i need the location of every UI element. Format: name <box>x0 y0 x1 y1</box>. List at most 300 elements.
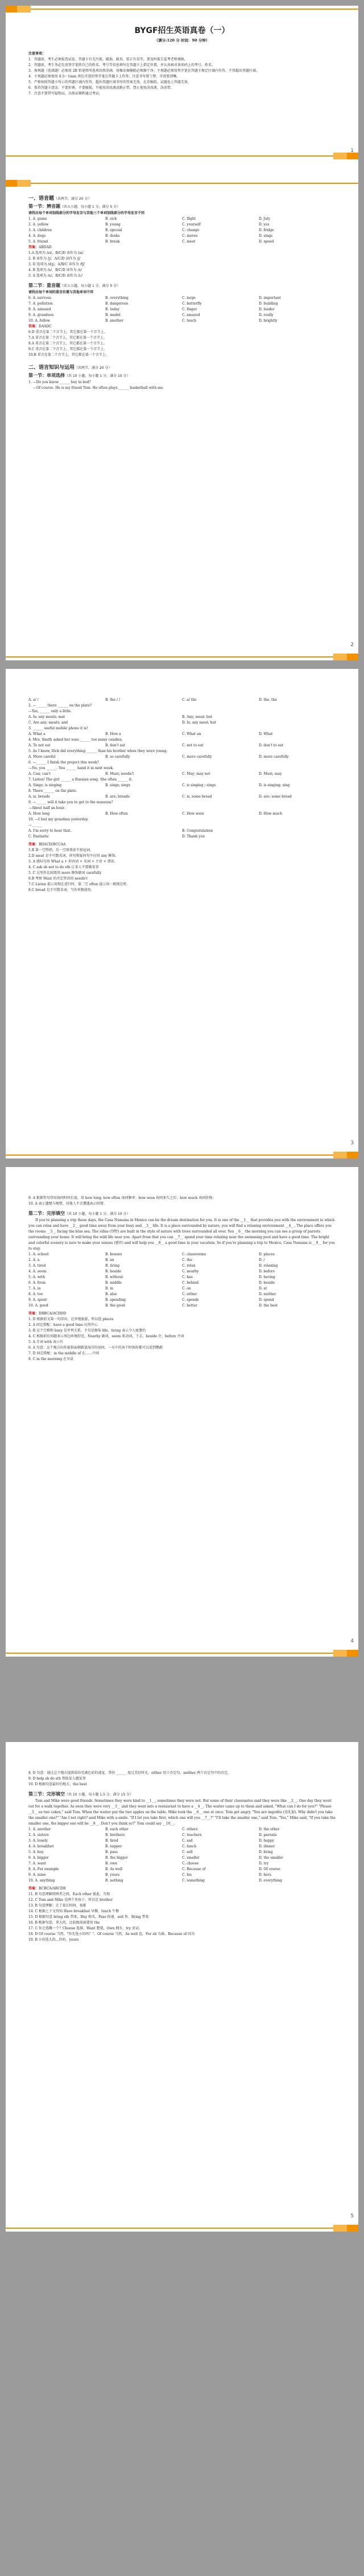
option-cell: D. having <box>259 1275 275 1279</box>
option-row <box>28 1275 336 1280</box>
option-cell: B. tired <box>105 1839 118 1843</box>
option-cell: A. I'm sorry to hear that. <box>28 829 72 833</box>
page-3 <box>6 669 358 1158</box>
option-row <box>28 811 336 817</box>
explanation-line: 1.B 第一空特指，后一空球类前不加冠词。 <box>28 848 94 852</box>
explanation-line: 5. A 选项为 /e/，B/C/D 读作为 /i:/ <box>28 274 83 278</box>
option-cell: B. houses <box>105 1252 122 1256</box>
option-cell: D. Of course <box>259 1867 280 1871</box>
option-cell: B. also <box>105 1292 117 1296</box>
option-row <box>28 766 336 771</box>
option-row <box>28 720 336 726</box>
option-cell: D. How much <box>259 812 283 816</box>
explanation-line: 2. B 读作为 /j/，A/C/D 读作为 /j/ <box>28 257 81 261</box>
option-cell: D. spend <box>259 1298 274 1302</box>
option-cell: C. choose <box>182 1862 199 1866</box>
option-cell: 3. A. tired <box>28 1264 46 1268</box>
option-cell: —About half an hour. <box>28 806 65 810</box>
question-text: 1. —Do you know ______ boy in bed? <box>28 380 91 384</box>
question-text: —Of course. He is my friend Tom. He often plays ______ basketball with me. <box>33 386 164 390</box>
option-cell: B. sick <box>105 217 117 221</box>
option-cell: 8. A. too <box>28 1292 43 1296</box>
page-5 <box>6 1742 358 2232</box>
option-cell: 2. A. yellow <box>28 223 49 227</box>
explanation-line: 1. D 根据前文第一句得出，在外地旅游，所以选 places <box>28 1317 114 1321</box>
answer-label: 答案： <box>28 1312 39 1316</box>
option-cell: A. How long <box>28 812 50 816</box>
option-cell: —______ <box>28 823 42 827</box>
option-list <box>28 1252 336 1309</box>
answer-label: 答案： <box>28 245 39 249</box>
page-footer-bar <box>6 2225 358 2232</box>
option-cell: C. What an <box>182 732 201 736</box>
option-row <box>28 1269 336 1275</box>
option-row <box>28 709 336 714</box>
explanation-line: 17. C 你会选哪一个？Choose 选择，Want 想要，Own 拥有，try 尝试。 <box>28 1926 142 1930</box>
explanation-line: 8.C bread 是不可数名词，当作单数使用。 <box>28 888 94 892</box>
page-header-bar <box>6 6 358 13</box>
answer-key: BCBCA/ABCDB <box>39 1887 66 1891</box>
option-cell: B. special <box>105 228 122 232</box>
option-cell: C. spends <box>182 1298 199 1302</box>
option-cell: B. break <box>105 240 120 244</box>
option-cell: C. flight <box>182 217 196 221</box>
option-cell: D. sings <box>259 234 273 238</box>
option-cell: D. the other <box>259 1827 280 1831</box>
explanation-line: 15. D 根据句意 bring sth 带来，Buy 购买，Pass 传递，sell 售，Bring 带来 <box>28 1915 149 1919</box>
option-row <box>28 222 336 228</box>
option-row <box>28 737 336 743</box>
option-cell: D. the smaller <box>259 1856 283 1860</box>
answer-key: DBBCA/ACDDD <box>39 1312 67 1316</box>
option-cell: B. yours <box>105 1873 120 1877</box>
option-cell: C. is singing ; sings <box>182 783 216 787</box>
explanation-line: 6.D 重音在第二个音节上，其它都在第一个音节上。 <box>28 330 107 334</box>
option-cell: 4. Mrs. Smith asked her sons ______ too many candies. <box>28 738 123 742</box>
option-cell: C. better <box>182 1304 197 1308</box>
option-cell: C. large <box>182 296 196 300</box>
section-heading: 第一节：辨音题 <box>28 204 60 209</box>
option-cell: D. more carefully <box>259 755 289 759</box>
answer-label: 答案： <box>28 1887 39 1891</box>
option-cell: 6. A. bigger <box>28 1856 49 1860</box>
note-item: 3．客观题（选择题）必须用 2B 铅笔将所选项涂黑涂满，用橡皮擦擦除必须擦干净；主观题必须用签字笔在答题卡规定区域内作答，不得超出答题区域。 <box>28 69 259 73</box>
option-cell: C. How soon <box>182 812 204 816</box>
option-cell: D. are; some bread <box>259 795 292 799</box>
option-cell: 10. A. anything <box>28 1879 55 1883</box>
section-note: （共五小题，每小题 1 分，满分 5 分） <box>60 205 121 209</box>
section-heading: 第三节：完形填空 <box>28 1792 65 1797</box>
option-cell: 7. A. want <box>28 1862 46 1866</box>
option-cell: B. brothers <box>105 1833 125 1837</box>
option-cell: D. everything <box>259 1879 283 1883</box>
option-cell: C. sell <box>182 1850 193 1854</box>
option-row <box>28 1263 336 1269</box>
option-row <box>28 754 336 760</box>
answer-label: 答案： <box>28 324 39 328</box>
explanation-line: 1.A 选项为 /ei/，B/C/D 读作为 /ai/ <box>28 251 84 255</box>
option-cell: B. without <box>105 1275 123 1279</box>
explanation-line: 18. D Of course 当然，"你先选小的吗？"，Of course 当然，As well 也，For sb 为谁，Because of 因为 <box>28 1932 195 1936</box>
option-cell: A. To not eat <box>28 743 51 747</box>
explanation-line: 9. D help sb do sth 帮助某人做某事 <box>28 1777 86 1781</box>
page-number: 5 <box>350 2213 354 2219</box>
option-cell: B. each other <box>105 1827 129 1831</box>
option-cell: B. tiring <box>105 1264 120 1268</box>
option-cell: B. Must; needn't <box>105 772 134 776</box>
option-cell: B. supper <box>105 1844 122 1848</box>
option-row <box>28 1303 336 1309</box>
option-row <box>28 1850 336 1855</box>
option-cell: 1. A. another <box>28 1827 51 1831</box>
option-cell <box>259 834 336 840</box>
option-row <box>28 806 336 811</box>
option-row <box>28 743 336 749</box>
option-row <box>28 239 336 245</box>
option-cell: B. How often <box>105 812 128 816</box>
option-cell: B. Congratulation <box>182 829 213 833</box>
option-cell: C. classrooms <box>182 1252 206 1256</box>
option-cell: B. the bigger <box>105 1856 128 1860</box>
option-row <box>28 714 336 720</box>
option-cell: D. really <box>259 313 274 317</box>
option-cell: D. speed <box>259 240 274 244</box>
option-cell: C. either <box>182 1292 197 1296</box>
option-cell: 6. A. from <box>28 1281 46 1285</box>
option-cell: A. Can; can't <box>28 772 51 776</box>
explanation-line: 3. B 这个空格和 busy 是并列关系，主句是修饰 life，tiring 表示令人疲惫的 <box>28 1329 146 1333</box>
option-cell: —No, you ______. You ______ hand it in next week. <box>28 766 114 770</box>
option-cell: D. relaxing <box>259 1264 278 1268</box>
explanation-line: 5. C 这里作比较级用 more 修饰副词 carefully <box>28 871 102 875</box>
option-cell: B. so carefully <box>105 755 130 759</box>
option-cell: D. the, the <box>259 698 277 702</box>
explanation-line: 13. B 句意理解：走了很长时间，很累 <box>28 1904 86 1908</box>
option-cell <box>105 714 182 720</box>
option-cell <box>105 720 182 726</box>
page-2 <box>6 171 358 660</box>
option-cell: B. young <box>105 223 121 227</box>
option-cell: B. in <box>105 1287 114 1291</box>
option-cell: 10. A. follow <box>28 319 51 323</box>
explanation-line: 14. C 根据上下文得知 Have breakfast 早餐，lunch 午餐 <box>28 1909 119 1913</box>
explanation-line: 10. A 表示遗憾与惋惜，对他人不幸遭遇表示同情。 <box>28 1202 107 1206</box>
option-cell: D. bring <box>259 1850 273 1854</box>
option-cell: D. neither <box>259 1292 276 1296</box>
section-note: （共五小题，每小题 1 分，满分 5 分） <box>60 284 121 288</box>
option-cell: B. an <box>105 1258 114 1262</box>
option-cell: 5. A. friend <box>28 240 48 244</box>
explanation-list <box>28 330 336 358</box>
option-cell: B. Any; meat; but <box>182 715 213 719</box>
option-cell: D. important <box>259 296 281 300</box>
option-cell: 7. A. in <box>28 1287 41 1291</box>
option-cell: 4. A. dogs <box>28 234 46 238</box>
explanation-list <box>28 1195 336 1207</box>
option-row <box>28 1280 336 1286</box>
option-cell: 6. A. nervous <box>28 296 52 300</box>
explanation-list <box>28 1317 336 1362</box>
option-row <box>28 760 336 766</box>
option-row <box>28 313 336 318</box>
option-row <box>28 732 336 737</box>
option-cell: 4. A. breakfast <box>28 1844 54 1848</box>
option-cell: C. nearby <box>182 1269 199 1273</box>
option-cell: C. smaller <box>182 1856 200 1860</box>
option-cell: 10. A. good <box>28 1304 48 1308</box>
option-row <box>28 1252 336 1258</box>
passage: If you're planning a trip these days, the Casa Numana in Mexico can be the dream destination for you. It is one of the __1__ that provides you with the environment in which you can relax and have __2__ good time away from your busy and __3__ life. It is a place surrounded by nature, you will find a relaxing environment __4__. The place offers you the rooms __5__ facing the blue sea. The villas (别墅) are built in the style of nature with trees surrounded all over. You __6__ the morning you can see a group of parrots surrounding your home. It will bring the wild life near you. Apart from that you can __7__ spend your time relaxing near the swimming pool and have a good time. The bright and colorful scenery is sure to make your senses (感官) and will help you __8__ a good time in your vacation. So if you're planning a trip to Mexico, Casa Numana is __9__ for you to stay. <box>28 1218 335 1251</box>
instruction: 请找出每个单词的重音位置与其他单词不同 <box>28 290 94 294</box>
option-row <box>28 1286 336 1292</box>
explanation-list <box>28 1770 336 1788</box>
option-cell <box>259 720 336 726</box>
explanation-line: 7.C Listen 提示用现在进行时，第二空 often 提示用一般现在时。 <box>28 882 130 886</box>
option-cell: 1. A. school <box>28 1252 49 1256</box>
option-cell: 5. A. buy <box>28 1850 44 1854</box>
option-row <box>28 228 336 233</box>
section-note: （共 10 小题，每小题 1.5 分，满分 15 分） <box>65 1793 134 1797</box>
option-cell: C. Fantastic <box>28 835 49 839</box>
option-cell: 9. A. spent <box>28 1298 47 1302</box>
explanation-line: 9.C 重音在第二个音节上，其它都在第一个音节上。 <box>28 347 107 351</box>
note-item: 1．答题前，考生必须检查试卷、答题卡有无污损、破损、缺页、装订有误等，要及时报告监考老师调换。 <box>28 57 188 61</box>
answer-key: ABDAD <box>39 245 52 249</box>
explanation-line: 2.D meat 是不可数名词，问句和疑问句中应用 any 修饰。 <box>28 854 119 858</box>
section-note: （共 10 小题，每小题 1 分，满分 10 分） <box>65 374 130 378</box>
option-row <box>28 1872 336 1878</box>
option-cell: A. is, breads <box>28 795 50 799</box>
page-footer-bar <box>6 654 358 660</box>
option-cell: B. another <box>105 319 123 323</box>
explanation-line: 12. C Tom and Mike 是两个男孩子，所以是 brother <box>28 1898 113 1902</box>
option-cell: D. brightly <box>259 319 278 323</box>
option-cell: C. moves <box>182 234 198 238</box>
note-item: 4．主观题必须使用 0.5～1mm 黑色字迹的签字笔在答题卡上作答，注意书写要工整、字迹要清晰。 <box>28 75 180 79</box>
option-cell: A. More careful <box>28 755 56 759</box>
option-cell: B. don't eat <box>105 743 126 747</box>
option-cell <box>259 828 336 834</box>
option-cell: C. something <box>182 1879 205 1883</box>
note-item: 7．注意不要带可疑物品，以保证顺利通过考试。 <box>28 92 102 96</box>
option-row <box>28 726 336 732</box>
explanation-line: 10.B 重音在第二个音节上，其它都在第一个音节上。 <box>28 353 109 357</box>
option-cell: 7. Listen! The girl ______ a Russian song. She often ______ it. <box>28 778 133 782</box>
option-cell: C. May; may not <box>182 772 210 776</box>
option-cell: D. don't to eat <box>259 743 284 747</box>
answer-key: DAADC <box>39 324 52 328</box>
option-row <box>28 828 336 834</box>
explanation-line: 9. A 根据答句得知询问时间长度，用 how long; how often 询问频率；how soon 询问多久之后；how much 询问价格。 <box>28 1196 216 1200</box>
option-cell: B. today <box>105 307 120 311</box>
option-cell: C. meat <box>182 240 196 244</box>
option-cell: D. beside <box>259 1281 275 1285</box>
question-list <box>28 295 336 324</box>
option-cell: 8. There ______ on the plate. <box>28 789 77 793</box>
option-cell: C. on <box>182 1287 191 1291</box>
option-cell: B. sings; sings <box>105 783 130 787</box>
option-cell: C. Are any; meats; and <box>28 721 68 725</box>
option-cell: 3. A. lonely <box>28 1839 48 1843</box>
option-cell: C. a/ the <box>182 698 197 702</box>
option-row <box>28 1844 336 1850</box>
option-cell: D. the best <box>259 1304 278 1308</box>
explanation-line: 6. A 句意：这个地方向你提供面朝蔚蓝海洋的房间，一天中的各个时刻你都可以看到鹦鹉 <box>28 1346 163 1350</box>
option-cell: D. dinner <box>259 1844 275 1848</box>
option-cell: D. try <box>259 1862 269 1866</box>
explanation-line: 4. C ask sb not to do sth 让某人不要做某事 <box>28 865 99 869</box>
option-row <box>28 749 336 754</box>
option-cell: A. Is; any meats; mat <box>28 715 65 719</box>
option-row <box>28 216 336 222</box>
option-cell: D. fridge <box>259 228 274 232</box>
explanation-line: 4. C 根据前后问题表示周边环境舒适。Nearby 副词，seem 系动词，下去，beside 介，before 介词 <box>28 1334 184 1338</box>
page-number: 3 <box>350 1140 354 1146</box>
section-heading: 第一节：单项选择 <box>28 373 65 378</box>
option-cell: D. Is; any meat; but <box>182 721 216 725</box>
option-row <box>28 295 336 301</box>
option-row <box>28 800 336 806</box>
option-row <box>28 794 336 800</box>
section-heading: 第二节：重音题 <box>28 283 60 288</box>
explanation-line: 6.B 考察 Must 的否定答语用 needn't <box>28 877 88 881</box>
option-cell: D. yes <box>259 223 270 227</box>
option-cell: B. everything <box>105 296 129 300</box>
option-cell: C. is, some bread <box>182 795 212 799</box>
notes-heading: 注意事项： <box>28 52 46 56</box>
page-footer-bar <box>6 1152 358 1158</box>
option-cell: 2. —______ there ______ on the plate? <box>28 704 92 708</box>
option-cell: B. How a <box>105 732 121 736</box>
option-row <box>28 307 336 313</box>
option-row <box>28 1297 336 1303</box>
option-row <box>28 318 336 324</box>
explanation-line: 10. D 根据句意最好的地方，the best <box>28 1782 87 1786</box>
option-row <box>28 788 336 794</box>
option-cell: B. spending <box>105 1298 126 1302</box>
note-item: 2．答题前，考生务必先用签字笔将自己的姓名、考号等信息填写在答题卡上指定位置，并认真核对条形码上的考号、姓名。 <box>28 63 215 67</box>
option-cell: C. others <box>182 1827 198 1831</box>
page-footer-bar <box>6 1650 358 1657</box>
explanation-line: 5. A 介词 with 表示有 <box>28 1340 64 1344</box>
option-row <box>28 233 336 239</box>
explanation-line: 3. D 选项为 /dʒ/，A/B/C 读作为 /tʃ/ <box>28 262 85 266</box>
option-cell: D. building <box>259 302 278 306</box>
explanation-line: 8.A 重音在第二个音节上，其它都在第一个音节上。 <box>28 342 107 346</box>
option-cell: C. finger <box>182 307 197 311</box>
part-heading: 二、语言知识与运用 <box>28 365 75 371</box>
option-cell: C. not to eat <box>182 743 204 747</box>
option-cell: 10. —I lost my grandma yesterday. <box>28 817 89 821</box>
exam-title: BYGF招生英语真卷（一） <box>134 26 230 35</box>
option-row <box>28 1258 336 1263</box>
option-cell: B. the good <box>105 1304 125 1308</box>
option-cell: 7. A. pollution <box>28 302 53 306</box>
option-row <box>28 1861 336 1867</box>
option-cell: D. hers <box>259 1873 271 1877</box>
option-row <box>28 1867 336 1872</box>
page-number: 2 <box>350 642 354 648</box>
option-row <box>28 771 336 777</box>
question-list <box>28 697 336 840</box>
section-heading: 第二节：完形填空 <box>28 1211 65 1216</box>
option-cell: 9. —______ will it take you to get to the museum? <box>28 800 113 804</box>
option-cell: —Yes, ______ only a little. <box>28 709 72 713</box>
option-cell: B. As well <box>105 1867 123 1871</box>
option-cell: D. is singing; sing <box>259 783 290 787</box>
option-row <box>28 697 336 703</box>
option-cell: C. teach <box>182 319 196 323</box>
option-cell: C. yourself <box>182 223 201 227</box>
option-cell: B. dangerous <box>105 302 129 306</box>
note-item: 6．保持答题卡清洁，不要折叠、不要破损，不能用涂改液或修正带。禁止使用涂改液、涂改带。 <box>28 86 174 90</box>
option-cell: 6. —______ I finish the project this week? <box>28 761 99 765</box>
option-row <box>28 783 336 788</box>
option-cell: D. before <box>259 1269 275 1273</box>
explanation-line: 16. B 根据句意，拿大的，比较级前面要用 the <box>28 1921 100 1925</box>
option-row <box>28 823 336 828</box>
option-cell: C. Because of <box>182 1867 206 1871</box>
option-cell: D. / <box>259 1258 265 1262</box>
instruction: 请找出每个单词划线部分的字母发音与其他三个单词划线部分的字母发音不同 <box>28 211 145 215</box>
option-cell: 8. A. For example <box>28 1867 59 1871</box>
option-cell: B. the / / <box>105 698 120 702</box>
option-cell: B. beside <box>105 1269 122 1273</box>
option-cell: 3. ______ useful mobile phone it is! <box>28 726 88 730</box>
option-row <box>28 1292 336 1297</box>
option-row <box>28 817 336 823</box>
option-cell: D. What <box>259 732 273 736</box>
option-cell: 3. A. children <box>28 228 52 232</box>
option-cell: B. nothing <box>105 1879 123 1883</box>
page-4 <box>6 1167 358 1657</box>
option-cell: A. Sings; is singing <box>28 783 62 787</box>
explanation-line: 19. B 小的选大的...你的，yours <box>28 1938 79 1942</box>
explanation-list <box>28 1892 336 1943</box>
option-row <box>28 301 336 307</box>
option-cell: B. desks <box>105 234 120 238</box>
option-cell <box>105 828 182 834</box>
option-cell: C. more carefully <box>182 755 212 759</box>
option-row <box>28 1878 336 1884</box>
explanation-line: 8. C in the morning 在早晨 <box>28 1357 74 1361</box>
option-cell: 1. A. game <box>28 217 47 221</box>
option-cell: D. happy <box>259 1839 274 1843</box>
explanation-line: 11. B 句意理解即两者之间，Each other 彼此，互相 <box>28 1892 110 1896</box>
option-row <box>28 777 336 783</box>
option-cell: C. sad <box>182 1839 193 1843</box>
part-note: （共两节，满分 20 分） <box>75 366 112 370</box>
part-note: （共两节，满分 20 分） <box>54 197 92 201</box>
option-cell: D. places <box>259 1252 275 1256</box>
question-list <box>28 216 336 245</box>
option-cell: 8. A. amused <box>28 307 51 311</box>
option-cell: D. July <box>259 217 270 221</box>
option-cell: B. pass <box>105 1850 118 1854</box>
explanation-line: 7. D 固定搭配：in the middle of 在……中间 <box>28 1351 100 1355</box>
option-list <box>28 1827 336 1884</box>
option-cell: C. lunch <box>182 1844 197 1848</box>
option-cell: A. a/ / <box>28 698 39 702</box>
option-cell: D. parents <box>259 1833 277 1837</box>
option-cell: B. own <box>105 1862 117 1866</box>
option-row <box>28 1827 336 1833</box>
page-header-bar <box>6 180 358 187</box>
option-cell: 5. As I know, Dick did everything ______ than his brother when they were young. <box>28 749 168 753</box>
option-cell: C. butterfly <box>182 302 202 306</box>
option-cell <box>105 834 182 840</box>
option-cell: D. leader <box>259 307 275 311</box>
